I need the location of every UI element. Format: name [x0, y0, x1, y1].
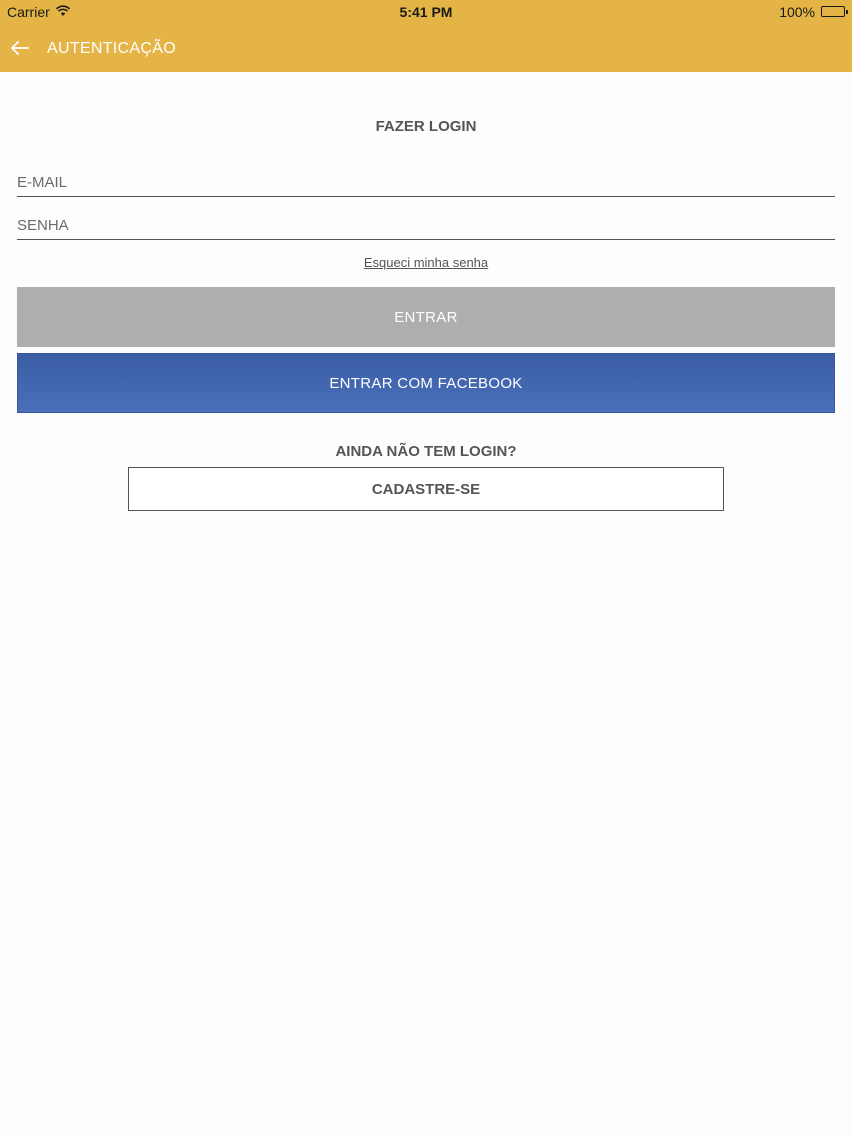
carrier-label: Carrier [7, 4, 50, 20]
forgot-password-container [0, 254, 852, 272]
password-field[interactable] [17, 212, 835, 240]
arrow-left-icon[interactable] [8, 36, 32, 60]
login-button[interactable]: ENTRAR [17, 287, 835, 347]
page-title: AUTENTICAÇÃO [47, 40, 176, 57]
forgot-password-link[interactable]: Esqueci minha senha [363, 255, 489, 270]
email-field[interactable] [17, 169, 835, 197]
status-bar [0, 0, 852, 24]
signup-button[interactable]: CADASTRE-SE [128, 467, 724, 511]
facebook-login-button[interactable]: ENTRAR COM FACEBOOK [17, 353, 835, 413]
battery-icon [821, 6, 845, 17]
signup-prompt: AINDA NÃO TEM LOGIN? [335, 443, 517, 460]
navigation-bar [0, 24, 852, 72]
battery-percentage: 100% [779, 4, 815, 20]
clock: 5:41 PM [399, 4, 453, 20]
login-heading: FAZER LOGIN [375, 118, 477, 135]
